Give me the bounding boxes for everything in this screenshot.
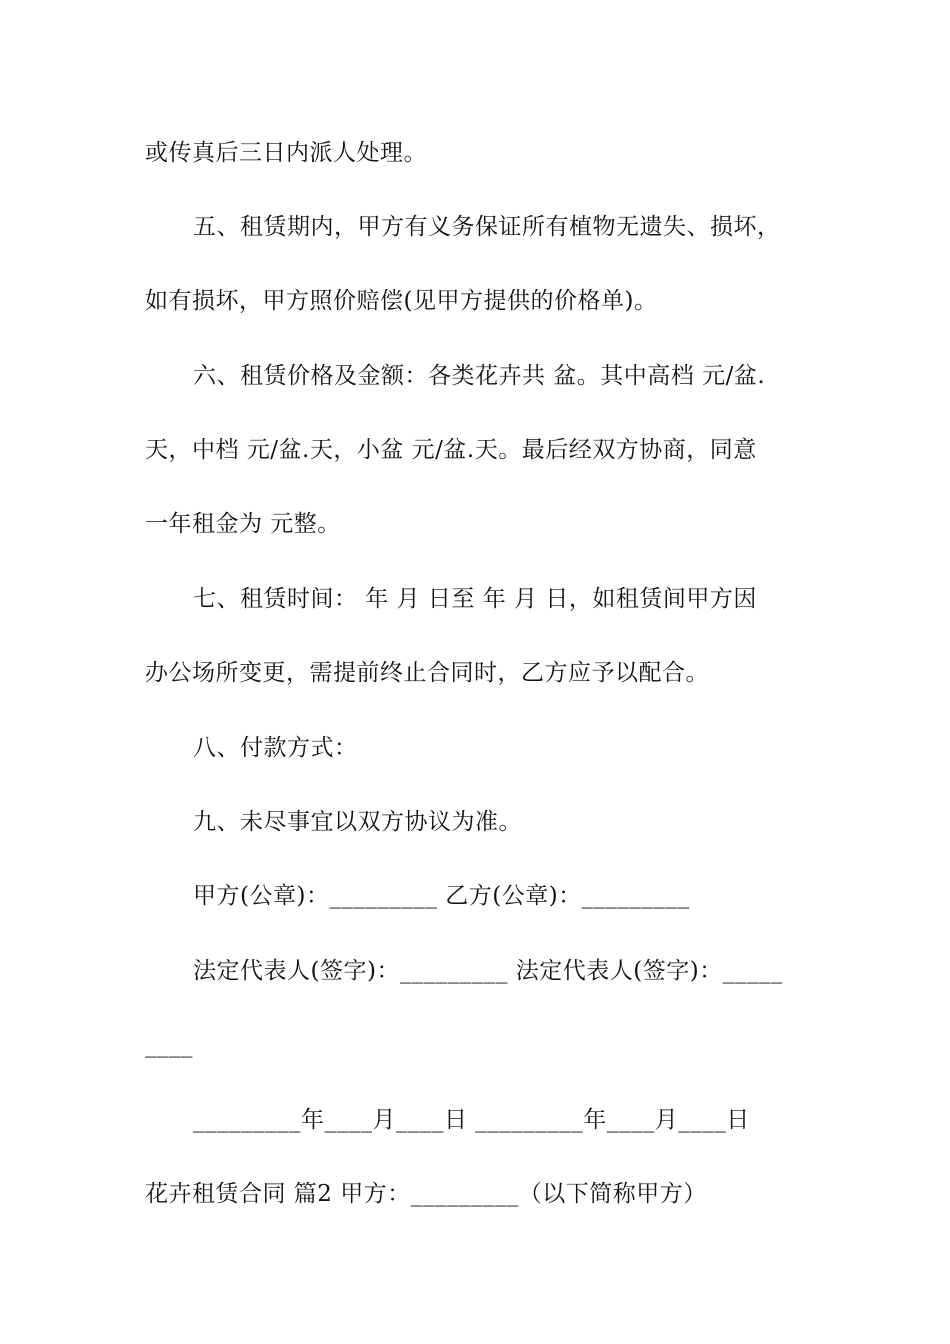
clause-five-line-2: 如有损坏，甲方照价赔偿(见甲方提供的价格单)。 xyxy=(145,288,658,314)
clause-six-line-3: 一年租金为 元整。 xyxy=(145,511,341,537)
date-line: _________年____月____日 _________年____月____日 xyxy=(193,1107,750,1133)
clause-seven-line-2: 办公场所变更，需提前终止合同时，乙方应予以配合。 xyxy=(145,660,709,686)
clause-seven-line-1: 七、租赁时间： 年 月 日至 年 月 日，如租赁间甲方因 xyxy=(193,586,757,612)
paragraph-line: 或传真后三日内派人处理。 xyxy=(145,140,427,166)
clause-nine: 九、未尽事宜以双方协议为准。 xyxy=(193,809,522,835)
party-seal-line: 甲方(公章)：_________ 乙方(公章)：_________ xyxy=(193,883,690,909)
representative-signature-line: 法定代表人(签字)：_________ 法定代表人(签字)：_____ xyxy=(193,958,783,984)
signature-underline-continuation: ____ xyxy=(145,1032,193,1058)
clause-five-line-1: 五、租赁期内，甲方有义务保证所有植物无遗失、损坏， xyxy=(193,214,781,240)
clause-eight: 八、付款方式： xyxy=(193,735,358,761)
clause-six-line-1: 六、租赁价格及金额：各类花卉共 盆。其中高档 元/盆. xyxy=(193,363,766,389)
clause-six-line-2: 天，中档 元/盆.天，小盆 元/盆.天。最后经双方协商，同意 xyxy=(145,437,757,463)
contract-two-heading-line: 花卉租赁合同 篇2 甲方：_________（以下简称甲方） xyxy=(145,1181,707,1207)
